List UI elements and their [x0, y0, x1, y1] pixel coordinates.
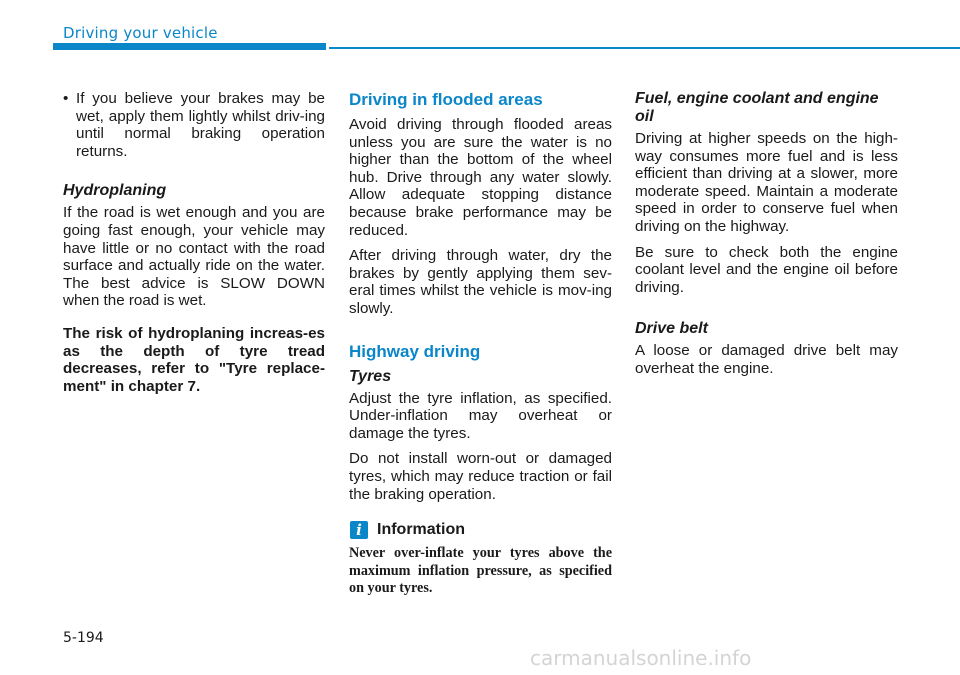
column-middle: [349, 90, 612, 598]
watermark: carmanualsonline.info: [530, 646, 752, 670]
flooded-areas-text-1: Avoid driving through flooded areas unless you are sure the water is no higher than the bottom of the wheel hub. Drive through any water slowly. Allow adequate stopping distance because brake performance may be reduced.: [349, 116, 612, 239]
tyres-text-1: Adjust the tyre inflation, as specified. Under-inflation may overheat or damage the tyres.: [349, 389, 612, 442]
drive-belt-heading: Drive belt: [635, 320, 708, 338]
flooded-areas-heading: Driving in flooded areas: [349, 90, 543, 109]
hydroplaning-warning: The risk of hydroplaning increas-es as the depth of tyre tread decreases, refer to "Tyre replace-ment" in chapter 7.: [63, 324, 325, 395]
fuel-coolant-oil-heading: Fuel, engine coolant and engine oil: [635, 90, 879, 125]
information-header: [349, 521, 612, 539]
bullet-wet-brakes: • If you believe your brakes may be wet, apply them lightly whilst driv-ing until normal braking operation returns.: [63, 90, 325, 160]
column-right: [635, 90, 898, 386]
section-title: Driving your vehicle: [63, 24, 218, 42]
highway-driving-heading: Highway driving: [349, 341, 481, 361]
header-rule-thick: [53, 43, 326, 50]
drive-belt-text: A loose or damaged drive belt may overheat the engine.: [635, 342, 898, 377]
hydroplaning-heading: Hydroplaning: [63, 182, 167, 200]
information-text: Never over-inflate your tyres above the maximum inflation pressure, as specified on your tyres.: [349, 545, 612, 597]
fuel-text-1: Driving at higher speeds on the high-way consumes more fuel and is less efficient than driving at a slower, more moderate speed. Maintain a moderate speed in order to conserve fuel when driving on the highway.: [635, 130, 898, 235]
column-left: [63, 90, 325, 403]
flooded-areas-text-2: After driving through water, dry the brakes by gently applying them sev-eral times whilst the vehicle is mov-ing slowly.: [349, 247, 612, 317]
bullet-list: [63, 90, 325, 160]
hydroplaning-text: If the road is wet enough and you are going fast enough, your vehicle may have little or no contact with the road surface and actually ride on the water. The best advice is SLOW DOWN when the road is wet.: [63, 204, 325, 310]
tyres-heading: Tyres: [349, 367, 392, 385]
header-rule-thin: [329, 47, 960, 49]
information-icon: i: [350, 521, 368, 539]
information-title: Information: [377, 521, 465, 539]
page-number: 5-194: [63, 630, 104, 646]
tyres-text-2: Do not install worn-out or damaged tyres, which may reduce traction or fail the braking operation.: [349, 450, 612, 503]
fuel-text-2: Be sure to check both the engine coolant level and the engine oil before driving.: [635, 243, 898, 296]
